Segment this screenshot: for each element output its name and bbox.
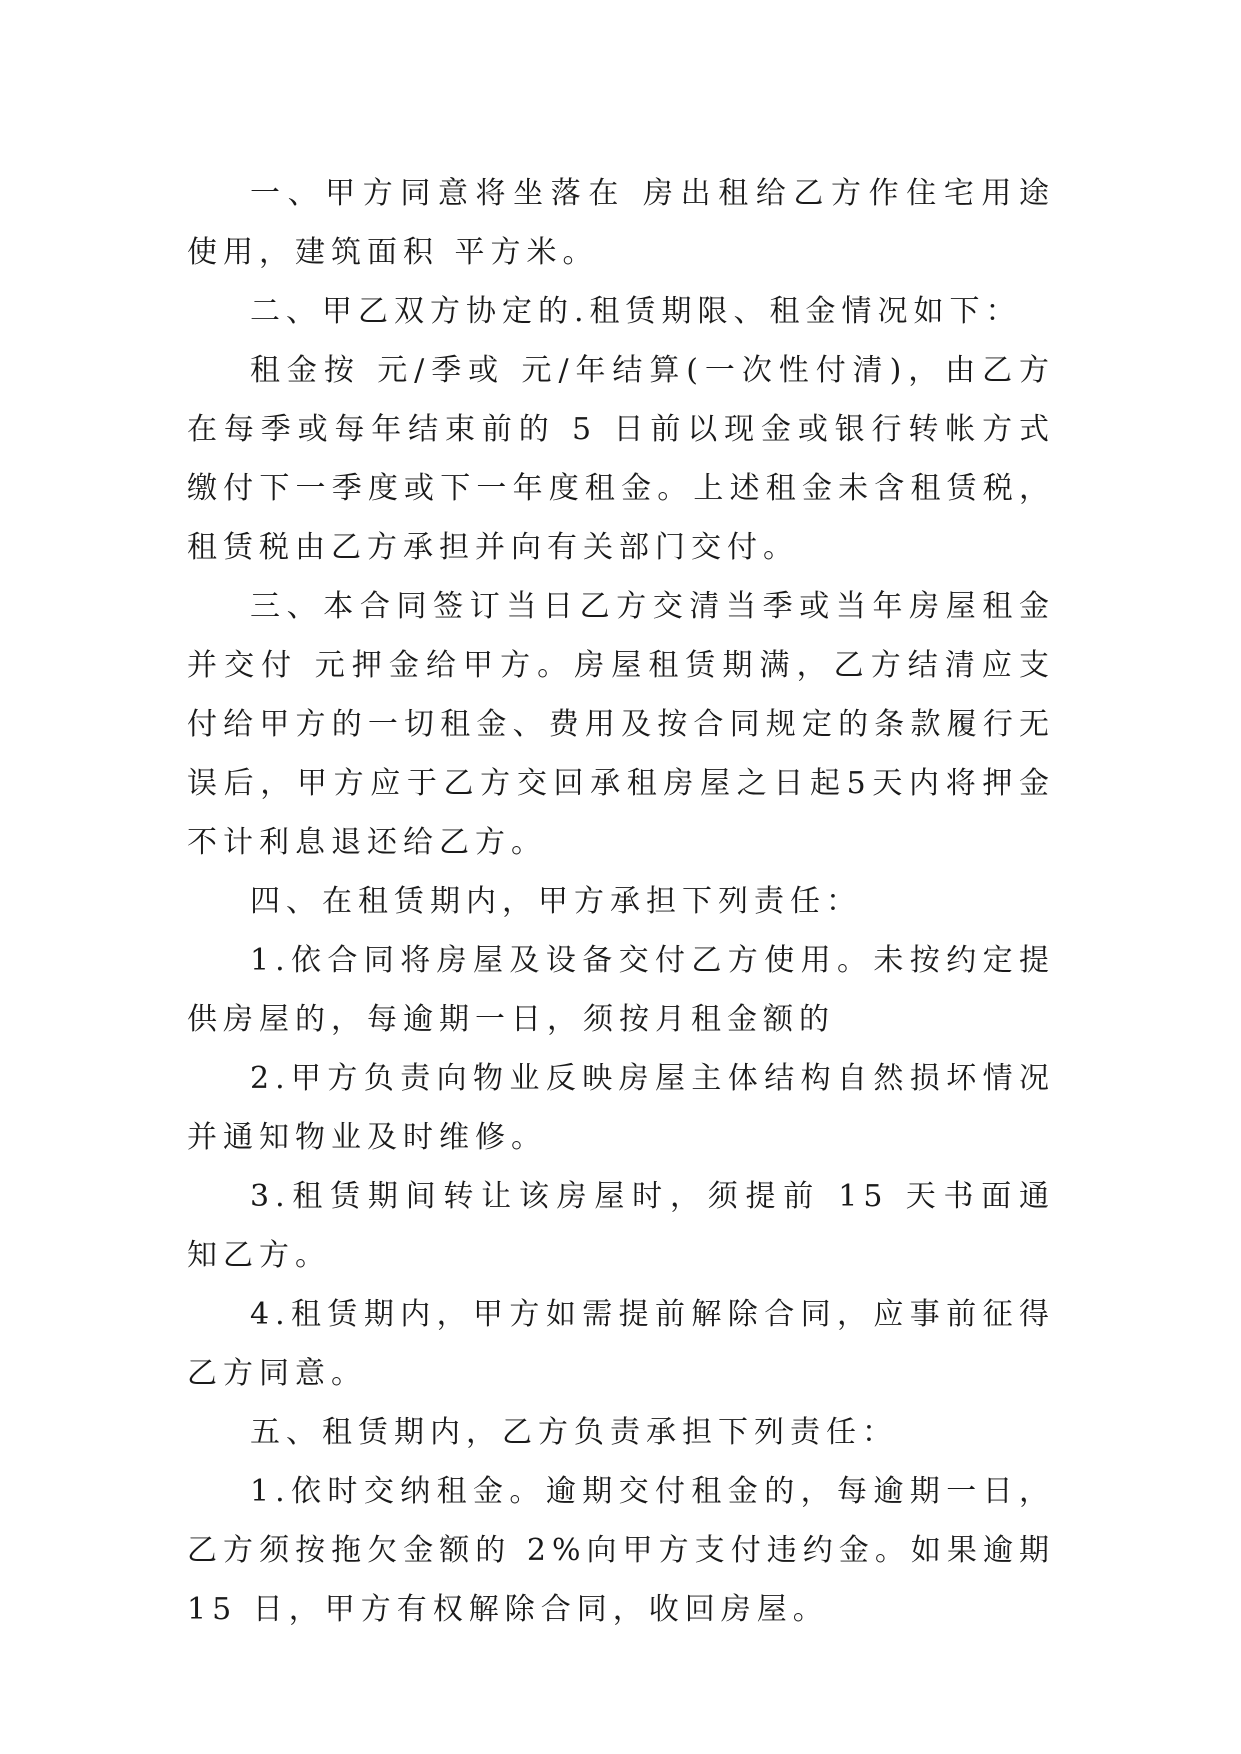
paragraph-clause-4-item-1: 1.依合同将房屋及设备交付乙方使用。未按约定提供房屋的，每逾期一日，须按月租金额的	[187, 943, 1055, 1037]
paragraph-clause-3: 三、本合同签订当日乙方交清当季或当年房屋租金并交付 元押金给甲方。房屋租赁期满，乙方结清应支付给甲方的一切租金、费用及按合同规定的条款履行无误后，甲方应于乙方交回承租房屋之日起5天内将押金不计利息退还给乙方。	[187, 589, 1055, 860]
paragraph-clause-4: 四、在租赁期内，甲方承担下列责任：	[250, 884, 862, 919]
paragraph-clause-4-item-3: 3.租赁期间转让该房屋时，须提前 15 天书面通知乙方。	[187, 1179, 1055, 1273]
paragraph-clause-5: 五、租赁期内，乙方负责承担下列责任：	[250, 1415, 898, 1450]
paragraph-clause-5-item-1: 1.依时交纳租金。逾期交付租金的，每逾期一日，乙方须按拖欠金额的 2%向甲方支付违约金。如果逾期 15 日，甲方有权解除合同，收回房屋。	[187, 1474, 1055, 1627]
paragraph-clause-4-item-2: 2.甲方负责向物业反映房屋主体结构自然损坏情况并通知物业及时维修。	[187, 1061, 1055, 1155]
paragraph-clause-2: 二、甲乙双方协定的.租赁期限、租金情况如下：	[250, 294, 1022, 329]
document-body	[187, 164, 1055, 1639]
paragraph-clause-4-item-4: 4.租赁期内，甲方如需提前解除合同，应事前征得乙方同意。	[187, 1297, 1055, 1391]
paragraph-clause-1: 一、甲方同意将坐落在 房出租给乙方作住宅用途使用，建筑面积 平方米。	[187, 176, 1055, 270]
paragraph-rent-terms: 租金按 元/季或 元/年结算(一次性付清)，由乙方在每季或每年结束前的 5 日前以现金或银行转帐方式缴付下一季度或下一年度租金。上述租金未含租赁税，租赁税由乙方承担并向有关部门交付。	[187, 353, 1055, 565]
